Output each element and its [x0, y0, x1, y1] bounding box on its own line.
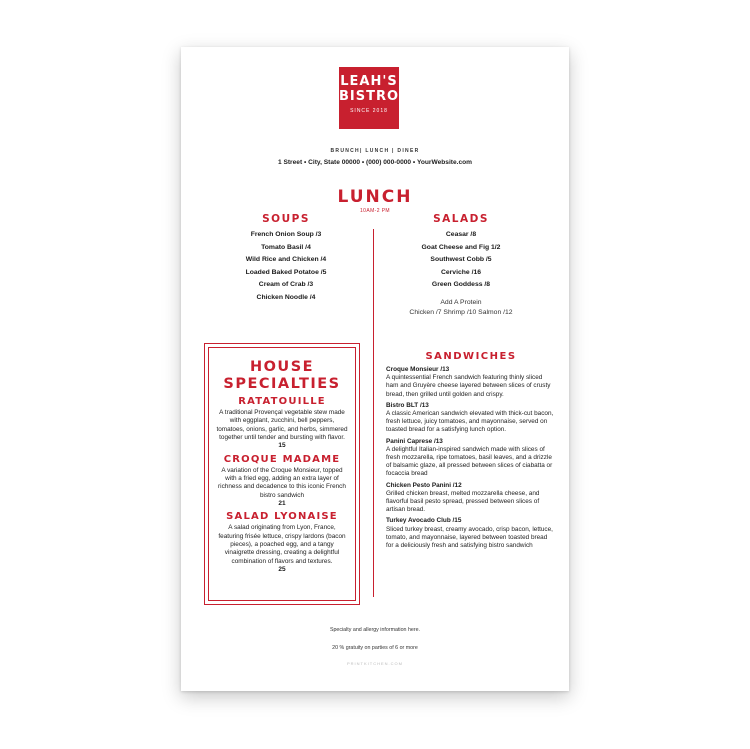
bistro-logo [339, 67, 399, 129]
special-name: RATATOUILLE [238, 396, 326, 407]
column-divider [373, 229, 374, 597]
special-price: 15 [278, 442, 286, 450]
salad-item: Ceasar /8 [445, 231, 477, 238]
special-price: 21 [278, 499, 286, 507]
sandwich-item [386, 438, 556, 479]
soup-item: French Onion Soup /3 [250, 231, 322, 238]
sandwich-item [386, 402, 556, 435]
sandwich-item [386, 482, 556, 515]
sandwich-name: Panini Caprese /13 [386, 437, 443, 445]
sandwich-name: Croque Monsieur /13 [386, 366, 450, 373]
house-title-line-1: HOUSE [249, 359, 315, 375]
house-specialties-box [204, 343, 360, 605]
special-description: A salad originating from Lyon, France, featuring frisée lettuce, crispy lardons (bacon pieces), a poached egg, and a tangy vinaigrette dressing, creating a delightful combination of flavors and textures. [218, 524, 346, 565]
special-description: A traditional Provençal vegetable stew made with eggplant, zucchini, bell peppers, tomatoes, onions, garlic, and herbs, simmered together until tender and bursting with flavor. [216, 409, 348, 441]
logo-line-2: BISTRO [339, 89, 400, 104]
sandwiches-heading: SANDWICHES [425, 351, 517, 362]
salad-item: Goat Cheese and Fig 1/2 [421, 243, 501, 251]
soup-item: Wild Rice and Chicken /4 [245, 256, 327, 263]
salad-item: Southwest Cobb /5 [430, 256, 492, 263]
soup-item: Tomato Basil /4 [261, 243, 311, 251]
lunch-title: LUNCH [337, 187, 413, 207]
house-title-line-2: SPECIALTIES [223, 376, 341, 392]
sandwich-name: Turkey Avocado Club /15 [386, 517, 462, 525]
logo-line-1: LEAH'S [340, 74, 398, 89]
soup-item: Loaded Baked Potatoe /5 [245, 268, 327, 276]
soups-section [221, 213, 351, 304]
special-name: CROQUE MADAME [223, 453, 341, 465]
special-description: A variation of the Croque Monsieur, topped with a fried egg, adding an extra layer of richness and decadence to this iconic French bistro sandwich [218, 466, 346, 499]
salad-item: Green Goddess /8 [431, 281, 491, 288]
sandwich-name: Bistro BLT /13 [386, 401, 429, 409]
sandwich-item [386, 366, 556, 399]
soups-heading: SOUPS [262, 213, 310, 225]
sandwich-description: A classic American sandwich elevated with thick-cut bacon, fresh lettuce, juicy tomatoes, and mayonnaise, served on toasted bread for a satisfying lunch option. [386, 410, 554, 434]
sandwich-item [386, 517, 556, 550]
sandwich-description: A delightful Italian-inspired sandwich made with slices of fresh mozzarella, ripe tomatoes, basil leaves, and a drizzle of balsamic glaze, all pressed between slices of ciabatta or focaccia bread [386, 445, 553, 478]
sandwich-description: Grilled chicken breast, melted mozzarella cheese, and flavorful basil pesto spread, pressed between slices of artisan bread. [386, 489, 540, 514]
special-name: SALAD LYONAISE [226, 511, 338, 523]
lunch-hours: 10AM-2 PM [360, 208, 390, 214]
house-specialties-inner [208, 347, 356, 601]
allergy-note: Specialty and allergy information here. [329, 627, 421, 633]
brand-watermark: PRINTKITCHEN.COM [347, 661, 403, 666]
sandwich-description: Sliced turkey breast, creamy avocado, crisp bacon, lettuce, tomato, and mayonnaise, layered between toasted bread for a deliciously fresh and satisfying bistro sandwich [386, 525, 553, 550]
sandwich-name: Chicken Pesto Panini /12 [386, 481, 462, 489]
protein-options: Chicken /7 Shrimp /10 Salmon /12 [409, 308, 513, 316]
contact-address: 1 Street • City, State 00000 • (000) 000-0000 • YourWebsite.com [277, 159, 473, 166]
salads-heading: SALADS [433, 213, 489, 225]
meal-tagline: BRUNCH| LUNCH | DINER [330, 148, 420, 154]
sandwiches-section [386, 351, 556, 553]
salad-item: Cerviche /16 [440, 268, 482, 276]
soup-item: Chicken Noodle /4 [256, 293, 316, 301]
protein-heading: Add A Protein [440, 298, 482, 306]
sandwich-description: A quintessential French sandwich featuring thinly sliced ham and Gruyère cheese layered between slices of crusty bread, then grilled until golden and crispy. [386, 374, 551, 398]
menu-sheet [181, 47, 569, 691]
gratuity-note: 20 % gratuity on parties of 6 or more [332, 645, 418, 651]
special-price: 25 [278, 565, 286, 573]
soup-item: Cream of Crab /3 [258, 281, 314, 288]
logo-since: SINCE 2018 [350, 108, 388, 114]
salads-section [386, 213, 536, 318]
